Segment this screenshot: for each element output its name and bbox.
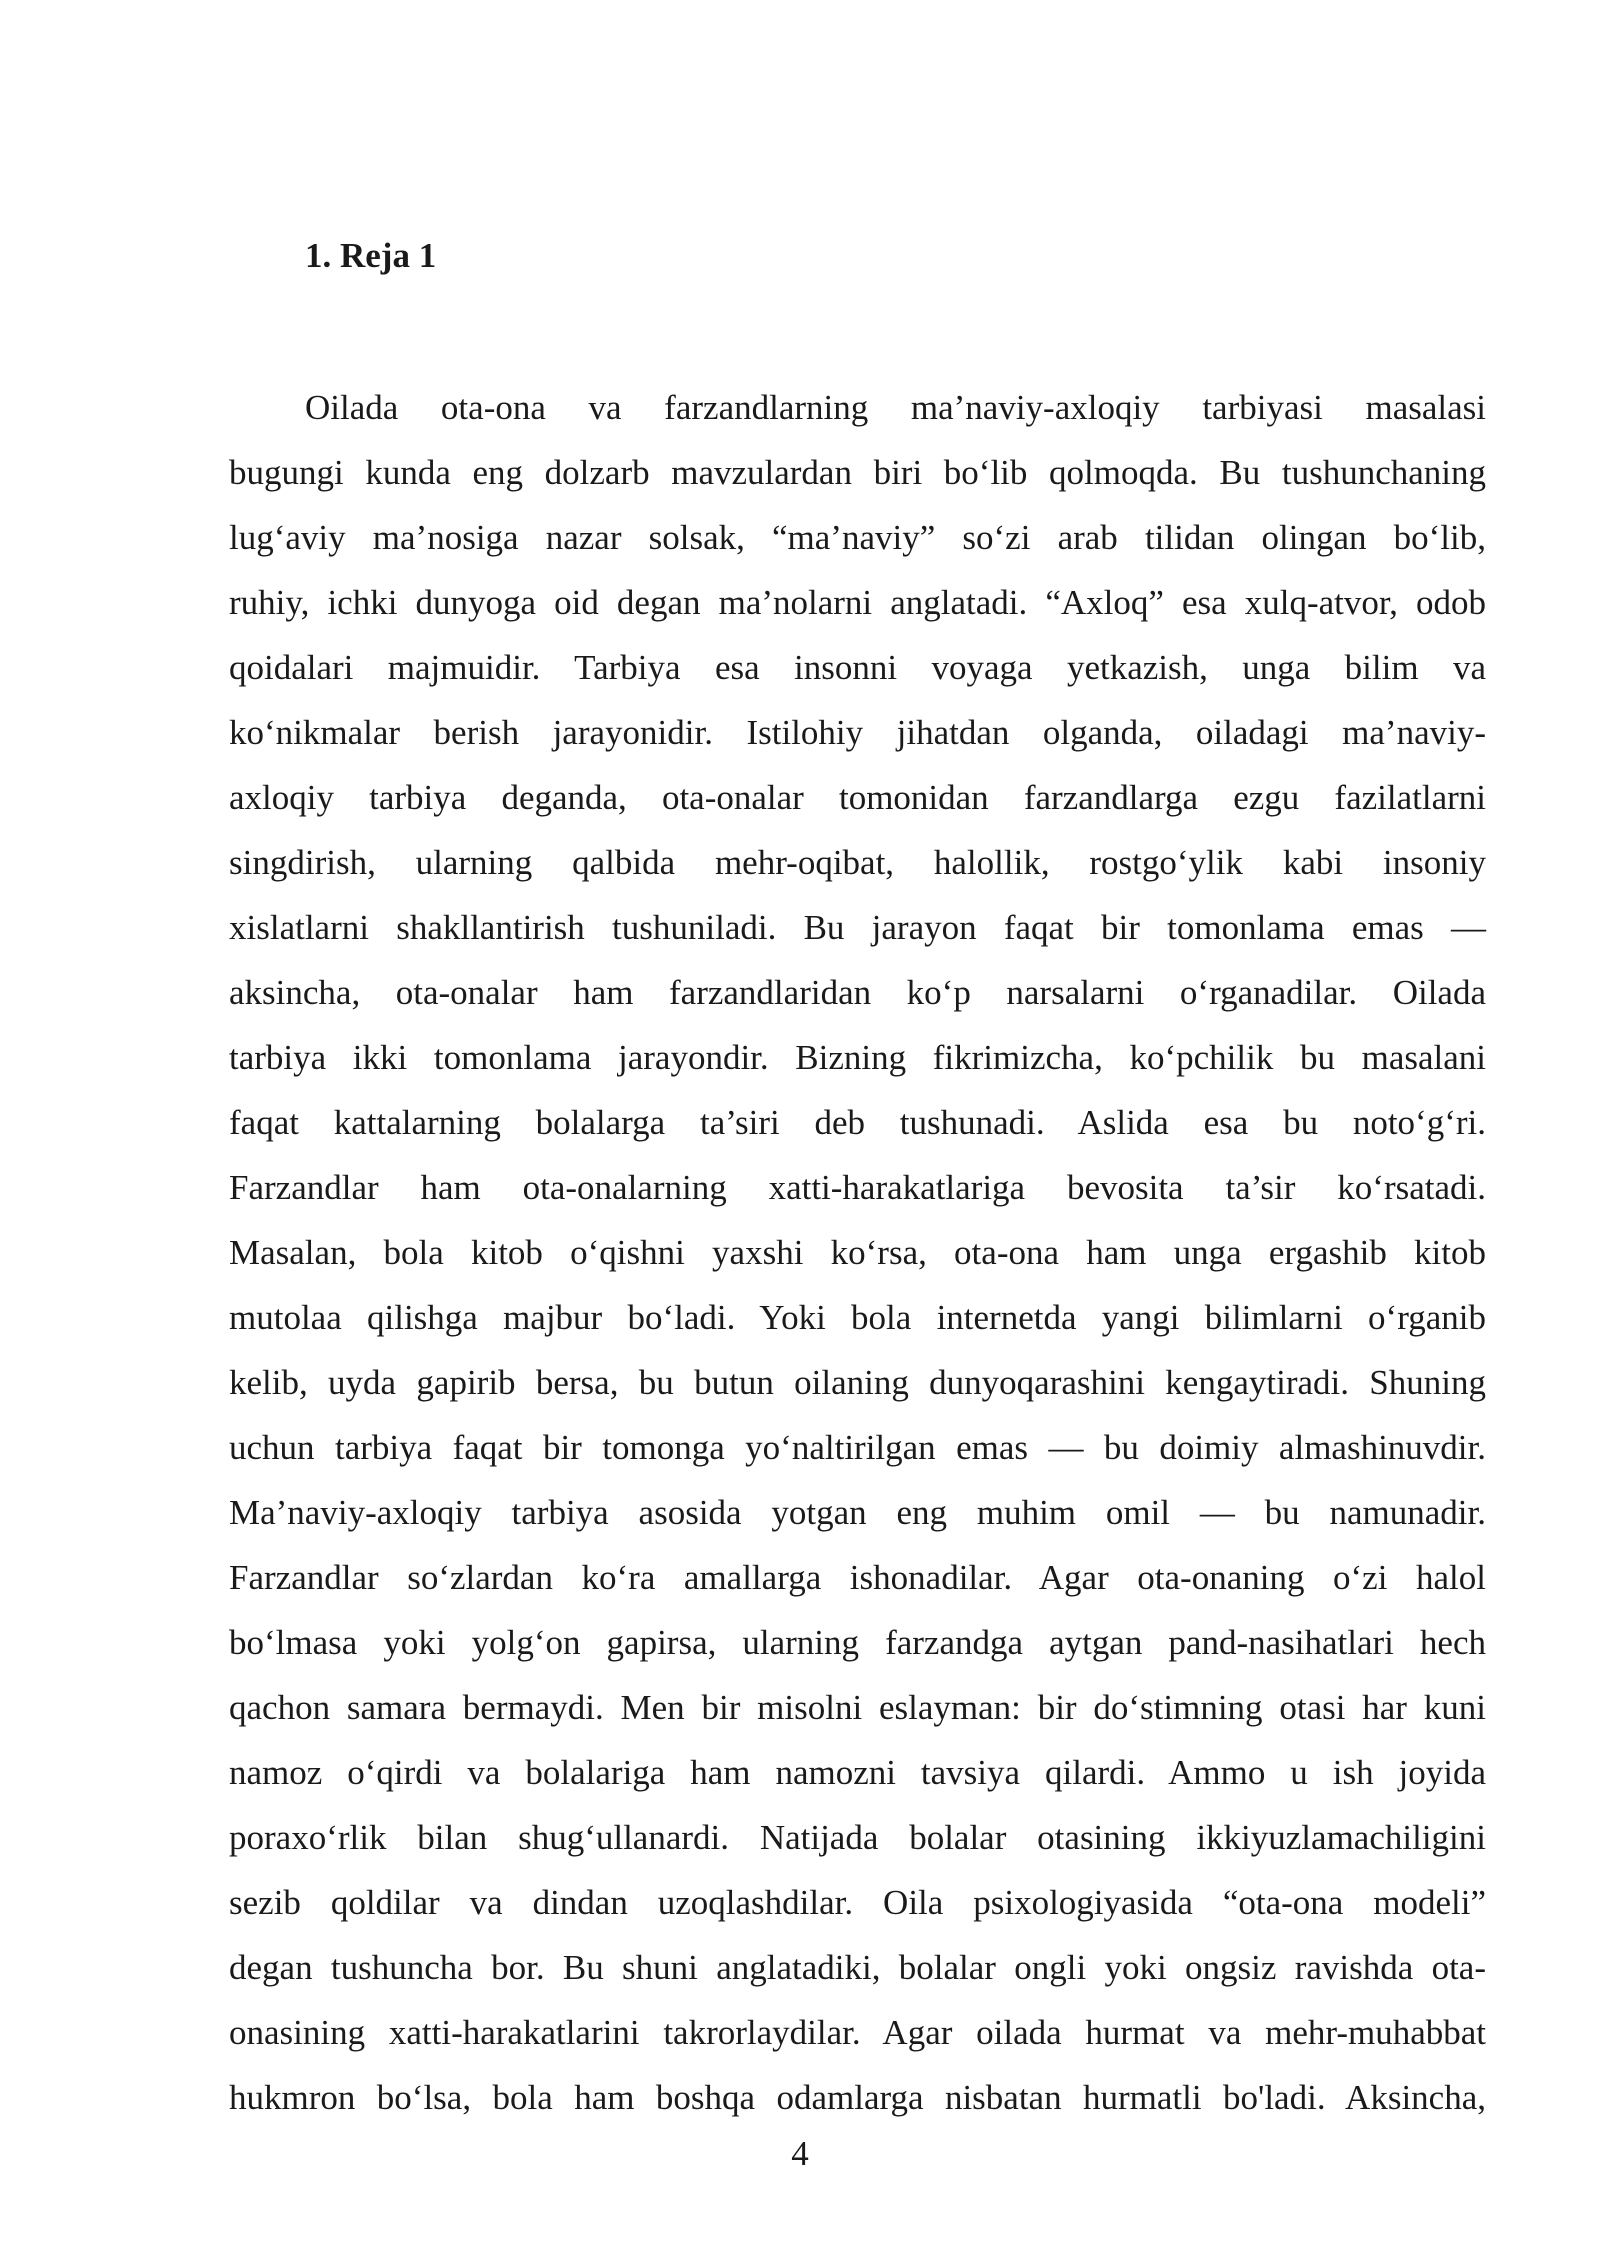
paragraph-line: ko‘nikmalar berish jarayonidir. Istilohiy jihatdan olganda, oiladagi ma’naviy-	[229, 713, 1486, 752]
paragraph-line: Oilada ota-ona va farzandlarning ma’naviy-axloqiy tarbiyasi masalasi	[305, 388, 1486, 427]
paragraph-line: Farzandlar so‘zlardan ko‘ra amallarga ishonadilar. Agar ota-onaning o‘zi halol	[229, 1558, 1486, 1597]
paragraph-line: onasining xatti-harakatlarini takrorlaydilar. Agar oilada hurmat va mehr-muhabbat	[229, 2013, 1486, 2052]
paragraph-line: ruhiy, ichki dunyoga oid degan ma’nolarni anglatadi. “Axloq” esa xulq-atvor, odob	[229, 583, 1486, 622]
paragraph-line: faqat kattalarning bolalarga ta’siri deb tushunadi. Aslida esa bu noto‘g‘ri.	[229, 1103, 1486, 1142]
paragraph-line: Ma’naviy-axloqiy tarbiya asosida yotgan eng muhim omil — bu namunadir.	[229, 1493, 1486, 1532]
body-paragraph	[229, 375, 1486, 2130]
page-number: 4	[791, 2134, 809, 2173]
paragraph-line: Farzandlar ham ota-onalarning xatti-harakatlariga bevosita ta’sir ko‘rsatadi.	[229, 1168, 1486, 1207]
paragraph-line: lug‘aviy ma’nosiga nazar solsak, “ma’naviy” so‘zi arab tilidan olingan bo‘lib,	[229, 518, 1486, 557]
paragraph-line: xislatlarni shakllantirish tushuniladi. Bu jarayon faqat bir tomonlama emas —	[229, 908, 1486, 947]
paragraph-line: poraxo‘rlik bilan shug‘ullanardi. Natijada bolalar otasining ikkiyuzlamachiligini	[229, 1818, 1486, 1857]
paragraph-line: hukmron bo‘lsa, bola ham boshqa odamlarga nisbatan hurmatli bo'ladi. Aksincha,	[229, 2078, 1486, 2117]
paragraph-line: degan tushuncha bor. Bu shuni anglatadiki, bolalar ongli yoki ongsiz ravishda ota-	[229, 1948, 1486, 1987]
paragraph-line: mutolaa qilishga majbur bo‘ladi. Yoki bola internetda yangi bilimlarni o‘rganib	[229, 1298, 1486, 1337]
paragraph-line: bugungi kunda eng dolzarb mavzulardan biri bo‘lib qolmoqda. Bu tushunchaning	[229, 453, 1486, 492]
paragraph-line: uchun tarbiya faqat bir tomonga yo‘naltirilgan emas — bu doimiy almashinuvdir.	[229, 1428, 1486, 1467]
paragraph-line: tarbiya ikki tomonlama jarayondir. Bizning fikrimizcha, ko‘pchilik bu masalani	[229, 1038, 1486, 1077]
paragraph-line: kelib, uyda gapirib bersa, bu butun oilaning dunyoqarashini kengaytiradi. Shuning	[229, 1363, 1486, 1402]
section-heading: 1. Reja 1	[305, 236, 437, 275]
paragraph-line: qoidalari majmuidir. Tarbiya esa insonni voyaga yetkazish, unga bilim va	[229, 648, 1486, 687]
paragraph-line: sezib qoldilar va dindan uzoqlashdilar. Oila psixologiyasida “ota-ona modeli”	[229, 1883, 1486, 1922]
paragraph-line: Masalan, bola kitob o‘qishni yaxshi ko‘rsa, ota-ona ham unga ergashib kitob	[229, 1233, 1486, 1272]
paragraph-line: bo‘lmasa yoki yolg‘on gapirsa, ularning farzandga aytgan pand-nasihatlari hech	[229, 1623, 1486, 1662]
paragraph-line: axloqiy tarbiya deganda, ota-onalar tomonidan farzandlarga ezgu fazilatlarni	[229, 778, 1486, 817]
paragraph-line: aksincha, ota-onalar ham farzandlaridan ko‘p narsalarni o‘rganadilar. Oilada	[229, 973, 1486, 1012]
paragraph-line: singdirish, ularning qalbida mehr-oqibat, halollik, rostgo‘ylik kabi insoniy	[229, 843, 1486, 882]
paragraph-line: qachon samara bermaydi. Men bir misolni eslayman: bir do‘stimning otasi har kuni	[229, 1688, 1486, 1727]
paragraph-line: namoz o‘qirdi va bolalariga ham namozni tavsiya qilardi. Ammo u ish joyida	[229, 1753, 1486, 1792]
